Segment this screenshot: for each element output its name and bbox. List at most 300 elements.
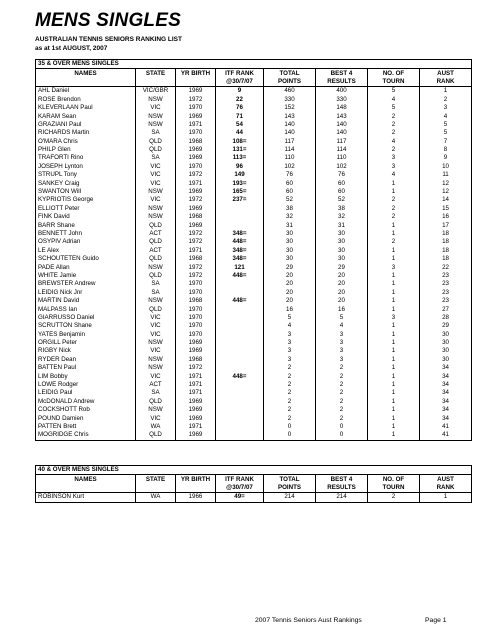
cell-yr-birth: 1972: [176, 238, 216, 246]
table-row: [36, 493, 472, 502]
cell-itf-rank: [216, 322, 264, 330]
col-subheader-names: [36, 78, 136, 87]
cell-best4-results: 2: [316, 398, 368, 406]
table-row: [36, 280, 472, 288]
cell-best4-results: 52: [316, 196, 368, 204]
cell-itf-rank: 113=: [216, 154, 264, 162]
col-header-aust-rank: AUST: [420, 69, 472, 78]
cell-num-tourn: 1: [368, 347, 420, 355]
cell-state: QLD: [136, 138, 176, 146]
cell-aust-rank: 41: [420, 423, 472, 431]
cell-itf-rank: [216, 305, 264, 313]
cell-state: ACT: [136, 247, 176, 255]
table-row: [36, 297, 472, 305]
table-row: [36, 205, 472, 213]
cell-num-tourn: 1: [368, 414, 420, 422]
cell-total-points: 60: [264, 179, 316, 187]
cell-best4-results: 0: [316, 423, 368, 431]
cell-yr-birth: 1971: [176, 423, 216, 431]
cell-itf-rank: 121: [216, 263, 264, 271]
cell-aust-rank: 23: [420, 272, 472, 280]
cell-total-points: 30: [264, 247, 316, 255]
table-row: [36, 381, 472, 389]
cell-total-points: 0: [264, 431, 316, 440]
col-subheader-best4-results: RESULTS: [316, 484, 368, 493]
cell-aust-rank: 23: [420, 289, 472, 297]
cell-total-points: 214: [264, 493, 316, 502]
cell-yr-birth: 1969: [176, 146, 216, 154]
table-row: [36, 138, 472, 146]
cell-yr-birth: 1970: [176, 289, 216, 297]
header-row: [36, 69, 472, 78]
cell-num-tourn: 1: [368, 272, 420, 280]
cell-aust-rank: 3: [420, 104, 472, 112]
page-title: MENS SINGLES: [35, 10, 181, 31]
cell-state: NSW: [136, 263, 176, 271]
cell-best4-results: 3: [316, 331, 368, 339]
table-row: [36, 112, 472, 120]
cell-num-tourn: 3: [368, 163, 420, 171]
cell-state: SA: [136, 129, 176, 137]
cell-names: McDONALD Andrew: [36, 398, 136, 406]
cell-names: LOWE Rodger: [36, 381, 136, 389]
cell-yr-birth: 1972: [176, 263, 216, 271]
cell-state: ACT: [136, 381, 176, 389]
table-row: [36, 129, 472, 137]
cell-itf-rank: [216, 423, 264, 431]
cell-total-points: 2: [264, 389, 316, 397]
table-row: [36, 347, 472, 355]
cell-itf-rank: 22: [216, 96, 264, 104]
cell-names: BREWSTER Andrew: [36, 280, 136, 288]
cell-total-points: 3: [264, 331, 316, 339]
cell-total-points: 140: [264, 121, 316, 129]
cell-state: VIC: [136, 347, 176, 355]
cell-yr-birth: 1969: [176, 87, 216, 96]
cell-best4-results: 60: [316, 179, 368, 187]
cell-names: BENNETT John: [36, 230, 136, 238]
table-row: [36, 339, 472, 347]
cell-state: ACT: [136, 230, 176, 238]
cell-state: NSW: [136, 121, 176, 129]
cell-best4-results: 102: [316, 163, 368, 171]
cell-total-points: 460: [264, 87, 316, 96]
cell-yr-birth: 1968: [176, 138, 216, 146]
col-header-total-points: TOTAL: [264, 475, 316, 484]
col-subheader-yr-birth: [176, 78, 216, 87]
cell-total-points: 52: [264, 196, 316, 204]
cell-names: COCKSHOTT Rob: [36, 406, 136, 414]
cell-yr-birth: 1966: [176, 493, 216, 502]
cell-names: OSYPIV Adrian: [36, 238, 136, 246]
col-subheader-best4-results: RESULTS: [316, 78, 368, 87]
cell-aust-rank: 1: [420, 493, 472, 502]
cell-total-points: 2: [264, 372, 316, 380]
cell-state: NSW: [136, 339, 176, 347]
cell-state: SA: [136, 280, 176, 288]
cell-yr-birth: 1970: [176, 163, 216, 171]
col-subheader-state: [136, 78, 176, 87]
col-header-num-tourn: NO. OF: [368, 475, 420, 484]
cell-num-tourn: 1: [368, 297, 420, 305]
table-row: [36, 364, 472, 372]
header-subrow: [36, 78, 472, 87]
cell-yr-birth: 1968: [176, 297, 216, 305]
cell-best4-results: 76: [316, 171, 368, 179]
cell-names: PATTEN Brett: [36, 423, 136, 431]
cell-itf-rank: 448=: [216, 297, 264, 305]
cell-yr-birth: 1970: [176, 305, 216, 313]
cell-aust-rank: 22: [420, 263, 472, 271]
cell-aust-rank: 30: [420, 331, 472, 339]
cell-aust-rank: 34: [420, 381, 472, 389]
cell-total-points: 3: [264, 339, 316, 347]
cell-best4-results: 2: [316, 414, 368, 422]
cell-yr-birth: 1972: [176, 364, 216, 372]
cell-itf-rank: 9: [216, 87, 264, 96]
cell-num-tourn: 2: [368, 129, 420, 137]
col-header-best4-results: BEST 4: [316, 475, 368, 484]
col-header-state: STATE: [136, 69, 176, 78]
cell-num-tourn: 2: [368, 121, 420, 129]
col-subheader-itf-rank: @30/7/07: [216, 78, 264, 87]
cell-aust-rank: 23: [420, 297, 472, 305]
cell-best4-results: 3: [316, 347, 368, 355]
cell-num-tourn: 1: [368, 179, 420, 187]
col-subheader-names: [36, 484, 136, 493]
cell-yr-birth: 1969: [176, 339, 216, 347]
cell-names: RYDER Dean: [36, 356, 136, 364]
cell-aust-rank: 23: [420, 280, 472, 288]
cell-num-tourn: 2: [368, 238, 420, 246]
cell-state: VIC/GBR: [136, 87, 176, 96]
cell-total-points: 2: [264, 414, 316, 422]
cell-yr-birth: 1971: [176, 247, 216, 255]
ranking-table-35-over: [35, 59, 472, 441]
cell-best4-results: 4: [316, 322, 368, 330]
cell-itf-rank: [216, 331, 264, 339]
cell-num-tourn: 1: [368, 188, 420, 196]
cell-yr-birth: 1969: [176, 205, 216, 213]
cell-itf-rank: [216, 381, 264, 389]
cell-num-tourn: 4: [368, 171, 420, 179]
cell-best4-results: 5: [316, 314, 368, 322]
cell-num-tourn: 2: [368, 213, 420, 221]
cell-total-points: 110: [264, 154, 316, 162]
col-header-state: STATE: [136, 475, 176, 484]
cell-names: BARR Shane: [36, 221, 136, 229]
cell-itf-rank: 149: [216, 171, 264, 179]
cell-names: LEIDIG Nick Jnr: [36, 289, 136, 297]
cell-best4-results: 0: [316, 431, 368, 440]
cell-state: NSW: [136, 406, 176, 414]
cell-total-points: 20: [264, 280, 316, 288]
cell-aust-rank: 34: [420, 398, 472, 406]
cell-num-tourn: 1: [368, 398, 420, 406]
col-subheader-state: [136, 484, 176, 493]
cell-best4-results: 16: [316, 305, 368, 313]
table-row: [36, 414, 472, 422]
cell-num-tourn: 5: [368, 87, 420, 96]
cell-total-points: 16: [264, 305, 316, 313]
cell-total-points: 32: [264, 213, 316, 221]
cell-best4-results: 400: [316, 87, 368, 96]
cell-aust-rank: 18: [420, 230, 472, 238]
cell-num-tourn: 1: [368, 364, 420, 372]
cell-state: VIC: [136, 171, 176, 179]
cell-best4-results: 2: [316, 389, 368, 397]
cell-names: SCRUTTON Shane: [36, 322, 136, 330]
cell-state: NSW: [136, 297, 176, 305]
table-row: [36, 305, 472, 313]
cell-yr-birth: 1970: [176, 104, 216, 112]
cell-state: VIC: [136, 314, 176, 322]
table-row: [36, 423, 472, 431]
cell-state: WA: [136, 423, 176, 431]
cell-num-tourn: 2: [368, 112, 420, 120]
cell-total-points: 29: [264, 263, 316, 271]
cell-yr-birth: 1971: [176, 179, 216, 187]
cell-state: NSW: [136, 356, 176, 364]
cell-num-tourn: 2: [368, 146, 420, 154]
cell-state: QLD: [136, 305, 176, 313]
cell-names: TRAFORTI Rino: [36, 154, 136, 162]
table-row: [36, 230, 472, 238]
cell-aust-rank: 18: [420, 247, 472, 255]
table-row: [36, 398, 472, 406]
table-row: [36, 171, 472, 179]
section-title-row: [36, 466, 472, 475]
cell-best4-results: 32: [316, 213, 368, 221]
cell-yr-birth: 1969: [176, 112, 216, 120]
table-row: [36, 356, 472, 364]
cell-best4-results: 38: [316, 205, 368, 213]
cell-total-points: 76: [264, 171, 316, 179]
col-header-best4-results: BEST 4: [316, 69, 368, 78]
cell-state: NSW: [136, 205, 176, 213]
cell-best4-results: 330: [316, 96, 368, 104]
cell-state: QLD: [136, 272, 176, 280]
col-header-yr-birth: YR BIRTH: [176, 69, 216, 78]
cell-num-tourn: 2: [368, 196, 420, 204]
cell-total-points: 3: [264, 347, 316, 355]
cell-best4-results: 2: [316, 406, 368, 414]
cell-itf-rank: [216, 347, 264, 355]
cell-total-points: 2: [264, 381, 316, 389]
cell-itf-rank: 348=: [216, 247, 264, 255]
cell-total-points: 152: [264, 104, 316, 112]
cell-num-tourn: 2: [368, 493, 420, 502]
cell-itf-rank: [216, 398, 264, 406]
table-row: [36, 104, 472, 112]
table-row: [36, 96, 472, 104]
cell-state: QLD: [136, 255, 176, 263]
cell-total-points: 2: [264, 398, 316, 406]
cell-aust-rank: 2: [420, 96, 472, 104]
cell-best4-results: 20: [316, 280, 368, 288]
page-number: Page 1: [425, 617, 447, 624]
cell-state: QLD: [136, 431, 176, 440]
cell-names: ROBINSON Kurt: [36, 493, 136, 502]
cell-names: KYPRIOTIS George: [36, 196, 136, 204]
cell-num-tourn: 1: [368, 280, 420, 288]
cell-names: RICHARDS Martin: [36, 129, 136, 137]
col-header-total-points: TOTAL: [264, 69, 316, 78]
cell-total-points: 330: [264, 96, 316, 104]
cell-best4-results: 3: [316, 356, 368, 364]
cell-itf-rank: 348=: [216, 255, 264, 263]
cell-itf-rank: 237=: [216, 196, 264, 204]
cell-names: MALPASS Ian: [36, 305, 136, 313]
cell-names: SCHOUTETEN Guido: [36, 255, 136, 263]
cell-total-points: 4: [264, 322, 316, 330]
cell-best4-results: 30: [316, 255, 368, 263]
section-title-row: [36, 60, 472, 69]
cell-names: WHITE Jamie: [36, 272, 136, 280]
cell-yr-birth: 1970: [176, 280, 216, 288]
cell-best4-results: 3: [316, 339, 368, 347]
cell-itf-rank: [216, 289, 264, 297]
cell-total-points: 38: [264, 205, 316, 213]
table-row: [36, 87, 472, 96]
cell-best4-results: 60: [316, 188, 368, 196]
col-subheader-total-points: POINTS: [264, 484, 316, 493]
table-row: [36, 247, 472, 255]
cell-names: FINK David: [36, 213, 136, 221]
cell-state: NSW: [136, 364, 176, 372]
cell-state: VIC: [136, 196, 176, 204]
cell-total-points: 31: [264, 221, 316, 229]
cell-state: VIC: [136, 163, 176, 171]
cell-names: JOSEPH Lynton: [36, 163, 136, 171]
header-row: [36, 475, 472, 484]
table-row: [36, 314, 472, 322]
cell-state: VIC: [136, 179, 176, 187]
table-row: [36, 289, 472, 297]
cell-total-points: 140: [264, 129, 316, 137]
col-subheader-num-tourn: TOURN: [368, 484, 420, 493]
cell-state: NSW: [136, 96, 176, 104]
cell-state: SA: [136, 289, 176, 297]
cell-state: VIC: [136, 104, 176, 112]
cell-itf-rank: [216, 389, 264, 397]
cell-num-tourn: 3: [368, 154, 420, 162]
cell-aust-rank: 10: [420, 163, 472, 171]
cell-num-tourn: 1: [368, 389, 420, 397]
cell-total-points: 2: [264, 406, 316, 414]
cell-aust-rank: 34: [420, 406, 472, 414]
cell-total-points: 0: [264, 423, 316, 431]
cell-aust-rank: 30: [420, 356, 472, 364]
cell-yr-birth: 1972: [176, 171, 216, 179]
cell-itf-rank: 108=: [216, 138, 264, 146]
section-title: 35 & OVER MENS SINGLES: [36, 60, 472, 69]
cell-total-points: 117: [264, 138, 316, 146]
cell-itf-rank: 131=: [216, 146, 264, 154]
cell-aust-rank: 12: [420, 179, 472, 187]
col-header-aust-rank: AUST: [420, 475, 472, 484]
table-row: [36, 406, 472, 414]
cell-best4-results: 110: [316, 154, 368, 162]
cell-yr-birth: 1970: [176, 331, 216, 339]
cell-state: VIC: [136, 414, 176, 422]
cell-state: QLD: [136, 238, 176, 246]
cell-aust-rank: 14: [420, 196, 472, 204]
cell-names: STRUPL Tony: [36, 171, 136, 179]
col-subheader-itf-rank: @30/7/07: [216, 484, 264, 493]
cell-num-tourn: 2: [368, 205, 420, 213]
cell-names: SWANTON Will: [36, 188, 136, 196]
cell-names: LEIDIG Paul: [36, 389, 136, 397]
cell-names: LIM Bobby: [36, 372, 136, 380]
cell-yr-birth: 1970: [176, 322, 216, 330]
table-row: [36, 146, 472, 154]
cell-itf-rank: 348=: [216, 230, 264, 238]
cell-itf-rank: 165=: [216, 188, 264, 196]
cell-yr-birth: 1971: [176, 372, 216, 380]
cell-yr-birth: 1972: [176, 230, 216, 238]
cell-num-tourn: 1: [368, 431, 420, 440]
cell-num-tourn: 1: [368, 372, 420, 380]
cell-aust-rank: 30: [420, 347, 472, 355]
cell-total-points: 30: [264, 238, 316, 246]
cell-aust-rank: 9: [420, 154, 472, 162]
cell-state: QLD: [136, 398, 176, 406]
cell-itf-rank: [216, 339, 264, 347]
cell-aust-rank: 41: [420, 431, 472, 440]
cell-num-tourn: 1: [368, 221, 420, 229]
cell-state: WA: [136, 493, 176, 502]
cell-yr-birth: 1972: [176, 96, 216, 104]
col-subheader-aust-rank: RANK: [420, 78, 472, 87]
col-subheader-num-tourn: TOURN: [368, 78, 420, 87]
cell-num-tourn: 5: [368, 104, 420, 112]
cell-yr-birth: 1968: [176, 255, 216, 263]
cell-total-points: 20: [264, 297, 316, 305]
cell-names: GRAZIANI Paul: [36, 121, 136, 129]
cell-total-points: 30: [264, 230, 316, 238]
cell-num-tourn: 1: [368, 339, 420, 347]
cell-yr-birth: 1971: [176, 389, 216, 397]
cell-aust-rank: 28: [420, 314, 472, 322]
cell-num-tourn: 1: [368, 356, 420, 364]
cell-best4-results: 117: [316, 138, 368, 146]
cell-state: VIC: [136, 331, 176, 339]
date-line: as at 1st AUGUST, 2007: [35, 45, 108, 52]
cell-num-tourn: 1: [368, 406, 420, 414]
cell-itf-rank: 448=: [216, 238, 264, 246]
table-body: [36, 60, 472, 441]
cell-names: MARTIN David: [36, 297, 136, 305]
cell-yr-birth: 1972: [176, 196, 216, 204]
cell-names: O'MARA Chris: [36, 138, 136, 146]
cell-best4-results: 30: [316, 230, 368, 238]
cell-yr-birth: 1968: [176, 213, 216, 221]
cell-best4-results: 214: [316, 493, 368, 502]
ranking-table-40-over: [35, 465, 472, 503]
cell-best4-results: 2: [316, 372, 368, 380]
cell-total-points: 2: [264, 364, 316, 372]
table-row: [36, 431, 472, 440]
table-row: [36, 221, 472, 229]
list-subtitle: AUSTRALIAN TENNIS SENIORS RANKING LIST: [35, 36, 182, 43]
cell-total-points: 30: [264, 255, 316, 263]
cell-total-points: 102: [264, 163, 316, 171]
cell-best4-results: 143: [316, 112, 368, 120]
cell-state: NSW: [136, 188, 176, 196]
table-row: [36, 238, 472, 246]
cell-best4-results: 140: [316, 121, 368, 129]
